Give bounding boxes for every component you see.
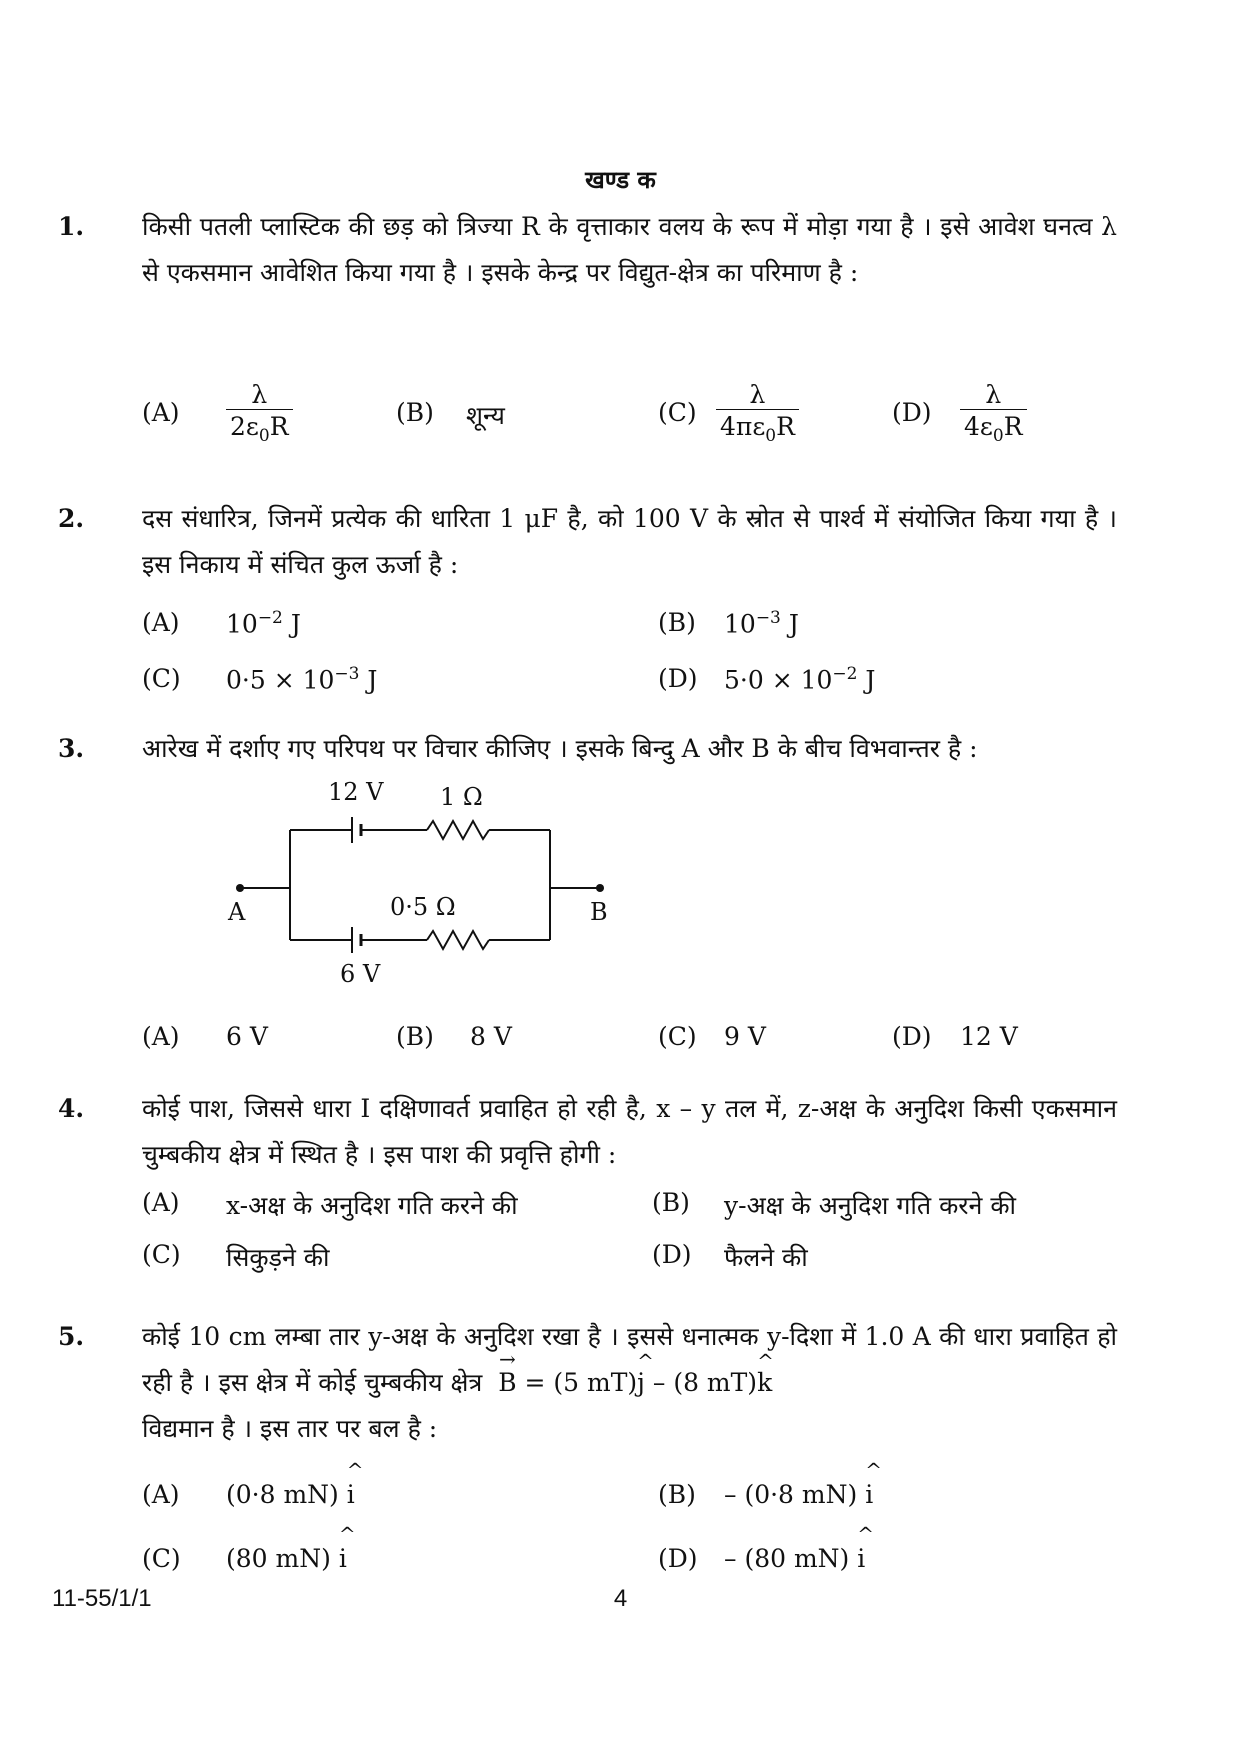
q5-b-unit-vector: ^ i — [865, 1480, 873, 1509]
q1-c-den-sub: 0 — [765, 426, 777, 446]
node-a-dot — [236, 884, 244, 892]
q5-option-a-label: (A) — [142, 1480, 180, 1509]
q1-option-c-numerator: λ — [749, 380, 766, 409]
question-5-number: 5. — [58, 1322, 85, 1351]
q2-a-sup: −2 — [257, 608, 283, 628]
q4-option-c-value: सिकुड़ने की — [226, 1243, 330, 1272]
q4-option-a-value: x-अक्ष के अनुदिश गति करने की — [226, 1191, 518, 1220]
section-title: खण्ड क — [585, 165, 656, 194]
q3-option-a-value: 6 V — [226, 1022, 268, 1051]
bottom-resistor-label: 0·5 Ω — [390, 893, 456, 921]
q2-option-c-value — [226, 664, 377, 694]
q5-option-a-value — [226, 1480, 355, 1509]
q3-option-b-value: 8 V — [470, 1022, 512, 1051]
q5-a-unit-vector: ^ i — [347, 1480, 355, 1509]
q5-option-b-value — [724, 1480, 873, 1509]
q5-option-c-value — [226, 1544, 347, 1573]
q5-c-pre: (80 mN) — [226, 1544, 331, 1573]
q2-a-pre: 10 — [226, 609, 258, 639]
q1-option-d-denominator — [960, 409, 1027, 446]
q3-option-c-label: (C) — [658, 1022, 697, 1051]
q2-c-post: J — [359, 665, 378, 695]
circuit-diagram — [215, 775, 635, 995]
node-b-label: B — [590, 898, 608, 926]
q1-c-den-a: 4πε — [720, 412, 766, 441]
q1-a-den-a: 2ε — [230, 412, 259, 441]
q2-option-a-value — [226, 608, 301, 638]
q1-d-den-a: 4ε — [964, 412, 993, 441]
q4-option-b-label: (B) — [652, 1188, 690, 1217]
q5-option-d-value — [724, 1544, 865, 1573]
q5-d-unit-vector: ^ i — [857, 1544, 865, 1573]
q1-option-c-fraction — [716, 380, 799, 446]
question-1-number: 1. — [58, 212, 85, 241]
q2-option-a-label: (A) — [142, 608, 180, 637]
q2-d-post: J — [857, 665, 876, 695]
field-eq: = (5 mT) — [516, 1368, 638, 1397]
q3-option-b-label: (B) — [396, 1022, 434, 1051]
q5-b-pre: – (0·8 mN) — [724, 1480, 858, 1509]
q1-option-c-denominator — [716, 409, 799, 446]
q5-option-b-label: (B) — [658, 1480, 696, 1509]
question-3-text: आरेख में दर्शाए गए परिपथ पर विचार कीजिए । इसके बिन्दु A और B के बीच विभवान्तर है : — [142, 734, 978, 763]
q3-option-d-value: 12 V — [960, 1022, 1018, 1051]
page-number: 4 — [613, 1585, 628, 1612]
question-5-text-part-2: विद्यमान है । इस तार पर बल है : — [142, 1414, 438, 1443]
q1-option-b-label: (B) — [396, 398, 434, 427]
q5-d-pre: – (80 mN) — [724, 1544, 850, 1573]
q1-a-den-b: R — [269, 412, 289, 441]
q2-c-pre: 0·5 × 10 — [226, 665, 335, 695]
q1-option-d-label: (D) — [892, 398, 932, 427]
unit-vector-k: ^ k — [757, 1360, 772, 1406]
question-5-text-part-1: कोई 10 cm लम्बा तार y-अक्ष के अनुदिश रखा है । इससे धनात्मक y-दिशा में 1.0 A की धारा प्रवाहित हो रही है । इस क्षेत्र में कोई चुम्बकीय क्षेत्र — [142, 1322, 1117, 1397]
q1-c-den-b: R — [776, 412, 795, 441]
q1-option-a-denominator — [226, 409, 293, 446]
q1-option-d-fraction — [960, 380, 1027, 446]
q3-option-a-label: (A) — [142, 1022, 180, 1051]
q1-option-d-numerator: λ — [985, 380, 1002, 409]
bottom-resistor — [427, 931, 489, 949]
question-2-number: 2. — [58, 504, 85, 533]
q5-option-c-label: (C) — [142, 1544, 181, 1573]
q5-option-d-label: (D) — [658, 1544, 698, 1573]
q2-option-b-label: (B) — [658, 608, 696, 637]
q4-option-c-label: (C) — [142, 1240, 181, 1269]
top-resistor-label: 1 Ω — [440, 783, 483, 811]
top-resistor — [427, 821, 489, 839]
q2-b-sup: −3 — [755, 608, 781, 628]
vector-b: → B — [498, 1360, 516, 1406]
q5-a-pre: (0·8 mN) — [226, 1480, 339, 1509]
q5-c-unit-vector: ^ i — [339, 1544, 347, 1573]
q1-d-den-sub: 0 — [992, 426, 1004, 446]
question-1-text: किसी पतली प्लास्टिक की छड़ को त्रिज्या R के वृत्ताकार वलय के रूप में मोड़ा गया है । इसे आवेश घनत्व λ से एकसमान आवेशित किया गया है । इसके केन्द्र पर विद्युत-क्षेत्र का परिमाण है : — [142, 212, 1117, 287]
q3-option-d-label: (D) — [892, 1022, 932, 1051]
node-b-dot — [596, 884, 604, 892]
q1-option-a-label: (A) — [142, 398, 180, 427]
q2-d-pre: 5·0 × 10 — [724, 665, 833, 695]
paper-code: 11-55/1/1 — [52, 1585, 152, 1612]
q1-option-c-label: (C) — [658, 398, 697, 427]
q1-d-den-b: R — [1003, 412, 1023, 441]
q2-c-sup: −3 — [334, 664, 360, 684]
question-4-text: कोई पाश, जिससे धारा I दक्षिणावर्त प्रवाहित हो रही है, x – y तल में, z-अक्ष के अनुदिश किसी एकसमान चुम्बकीय क्षेत्र में स्थित है । इस पाश की प्रवृत्ति होगी : — [142, 1094, 1117, 1169]
question-3-number: 3. — [58, 734, 85, 763]
q1-option-a-numerator: λ — [251, 380, 268, 409]
q2-option-c-label: (C) — [142, 664, 181, 693]
unit-vector-j: ^ j — [637, 1360, 645, 1406]
question-4-number: 4. — [58, 1094, 85, 1123]
q2-d-sup: −2 — [832, 664, 858, 684]
question-2-text: दस संधारित्र, जिनमें प्रत्येक की धारिता 1 μF है, को 100 V के स्रोत से पार्श्व में संयोजित किया गया है । इस निकाय में संचित कुल ऊर्जा है : — [142, 504, 1117, 579]
q4-option-b-value: y-अक्ष के अनुदिश गति करने की — [724, 1191, 1017, 1220]
q4-option-d-label: (D) — [652, 1240, 692, 1269]
q2-option-d-value — [724, 664, 875, 694]
q4-option-d-value: फैलने की — [724, 1243, 808, 1272]
q1-option-b-value: शून्य — [466, 401, 505, 430]
node-a-label: A — [228, 898, 246, 926]
q4-option-a-label: (A) — [142, 1188, 180, 1217]
q1-option-a-fraction — [226, 380, 293, 446]
q2-a-post: J — [282, 609, 301, 639]
q2-option-d-label: (D) — [658, 664, 698, 693]
q2-b-pre: 10 — [724, 609, 756, 639]
question-5-text — [142, 1314, 1117, 1452]
q3-option-c-value: 9 V — [724, 1022, 766, 1051]
q1-a-den-sub: 0 — [258, 426, 270, 446]
field-mid: – (8 mT) — [644, 1368, 758, 1397]
bottom-battery-label: 6 V — [340, 960, 381, 988]
q2-b-post: J — [780, 609, 799, 639]
q2-option-b-value — [724, 608, 799, 638]
top-battery-label: 12 V — [328, 778, 384, 806]
